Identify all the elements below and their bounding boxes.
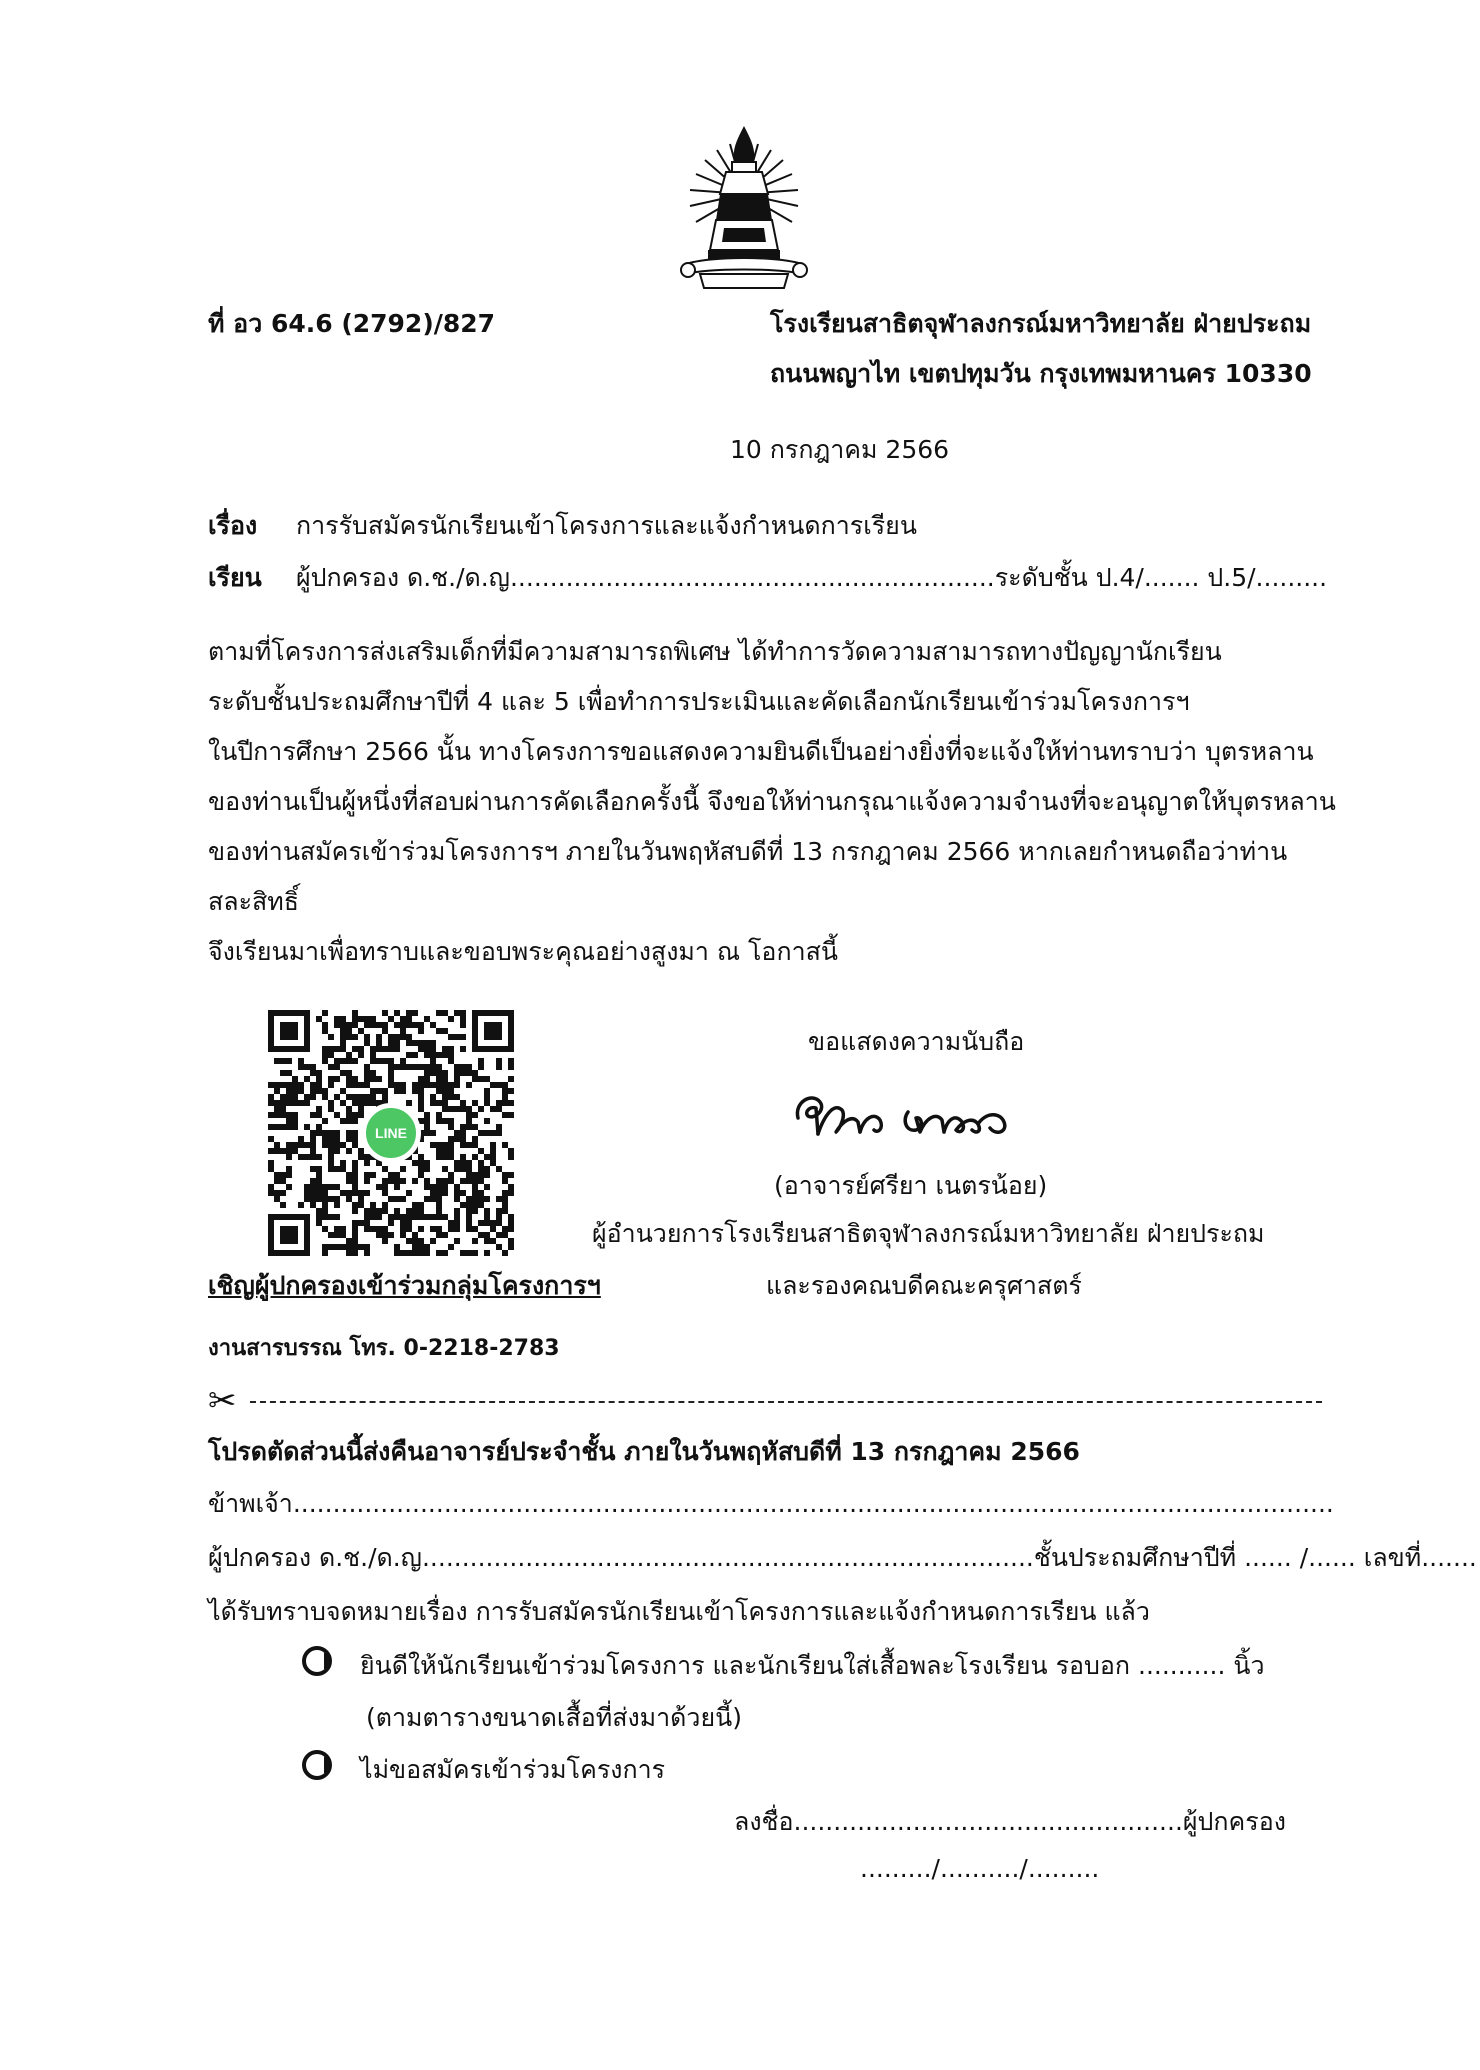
letter-date: 10 กรกฎาคม 2566 xyxy=(730,435,950,464)
line-logo-icon xyxy=(361,1103,421,1163)
cut-line xyxy=(250,1401,1322,1403)
to-text: ผู้ปกครอง ด.ช./ด.ญ.............................................................ระดับชั้น ป.4/....... ป.5/......... xyxy=(296,563,1328,592)
body-line: ของท่านเป็นผู้หนึ่งที่สอบผ่านการคัดเลือกครั้งนี้ จึงขอให้ท่านกรุณาแจ้งความจำนงที่จะอนุญาตให้บุตรหลาน xyxy=(208,787,1336,816)
body-line: จึงเรียนมาเพื่อทราบและขอบพระคุณอย่างสูงมา ณ โอกาสนี้ xyxy=(208,937,838,966)
option-accept-radio[interactable] xyxy=(302,1646,332,1676)
qr-code[interactable] xyxy=(268,1010,514,1256)
signatory-name: (อาจารย์ศรียา เนตรน้อย) xyxy=(774,1171,1048,1200)
parent-signature-line[interactable]: ลงชื่อ.................................................ผู้ปกครอง xyxy=(734,1807,1286,1836)
reply-heading: โปรดตัดส่วนนี้ส่งคืนอาจารย์ประจำชั้น ภายในวันพฤหัสบดีที่ 13 กรกฎาคม 2566 xyxy=(208,1437,1080,1466)
school-name: โรงเรียนสาธิตจุฬาลงกรณ์มหาวิทยาลัย ฝ่ายประถม xyxy=(770,309,1312,338)
option-decline-label: ไม่ขอสมัครเข้าร่วมโครงการ xyxy=(360,1755,666,1784)
reply-student-line[interactable]: ผู้ปกครอง ด.ช./ด.ญ.............................................................................ชั้นประถมศึกษาปีที่ ...... /...... เลขที่....... xyxy=(208,1543,1477,1572)
school-emblem xyxy=(680,124,808,294)
to-label: เรียน xyxy=(208,563,262,592)
option-decline-radio[interactable] xyxy=(302,1750,332,1780)
body-line: สละสิทธิ์ xyxy=(208,887,300,916)
signatory-title-2: และรองคณบดีคณะครุศาสตร์ xyxy=(766,1271,1082,1300)
body-line: ในปีการศึกษา 2566 นั้น ทางโครงการขอแสดงความยินดีเป็นอย่างยิ่งที่จะแจ้งให้ท่านทราบว่า บุตรหลาน xyxy=(208,737,1314,766)
subject-label: เรื่อง xyxy=(208,511,258,540)
reply-date-line[interactable]: ........./........../......... xyxy=(860,1854,1100,1883)
handwritten-signature xyxy=(790,1076,1020,1150)
body-line: ตามที่โครงการส่งเสริมเด็กที่มีความสามารถพิเศษ ได้ทำการวัดความสามารถทางปัญญานักเรียน xyxy=(208,637,1222,666)
line-logo-text: LINE xyxy=(375,1125,407,1141)
reply-acknowledge-line: ได้รับทราบจดหมายเรื่อง การรับสมัครนักเรียนเข้าโครงการและแจ้งกำหนดการเรียน แล้ว xyxy=(208,1597,1150,1626)
body-line: ของท่านสมัครเข้าร่วมโครงการฯ ภายในวันพฤหัสบดีที่ 13 กรกฎาคม 2566 หากเลยกำหนดถือว่าท่าน xyxy=(208,837,1288,866)
closing-text: ขอแสดงความนับถือ xyxy=(808,1027,1025,1056)
qr-caption: เชิญผู้ปกครองเข้าร่วมกลุ่มโครงการฯ xyxy=(208,1271,601,1300)
body-line: ระดับชั้นประถมศึกษาปีที่ 4 และ 5 เพื่อทำการประเมินและคัดเลือกนักเรียนเข้าร่วมโครงการฯ xyxy=(208,687,1190,716)
scissors-icon: ✂ xyxy=(208,1381,237,1421)
school-address: ถนนพญาไท เขตปทุมวัน กรุงเทพมหานคร 10330 xyxy=(770,359,1312,388)
contact-phone: งานสารบรรณ โทร. 0-2218-2783 xyxy=(208,1336,560,1361)
subject-text: การรับสมัครนักเรียนเข้าโครงการและแจ้งกำหนดการเรียน xyxy=(296,511,917,540)
signatory-title-1: ผู้อำนวยการโรงเรียนสาธิตจุฬาลงกรณ์มหาวิทยาลัย ฝ่ายประถม xyxy=(592,1219,1265,1248)
option-accept-label: ยินดีให้นักเรียนเข้าร่วมโครงการ และนักเรียนใส่เสื้อพละโรงเรียน รอบอก ........... นิ้ว xyxy=(360,1651,1265,1680)
option-accept-note: (ตามตารางขนาดเสื้อที่ส่งมาด้วยนี้) xyxy=(366,1703,742,1732)
reference-number: ที่ อว 64.6 (2792)/827 xyxy=(208,309,496,338)
reply-name-line[interactable]: ข้าพเจ้า................................................................................................................................... xyxy=(208,1489,1334,1518)
